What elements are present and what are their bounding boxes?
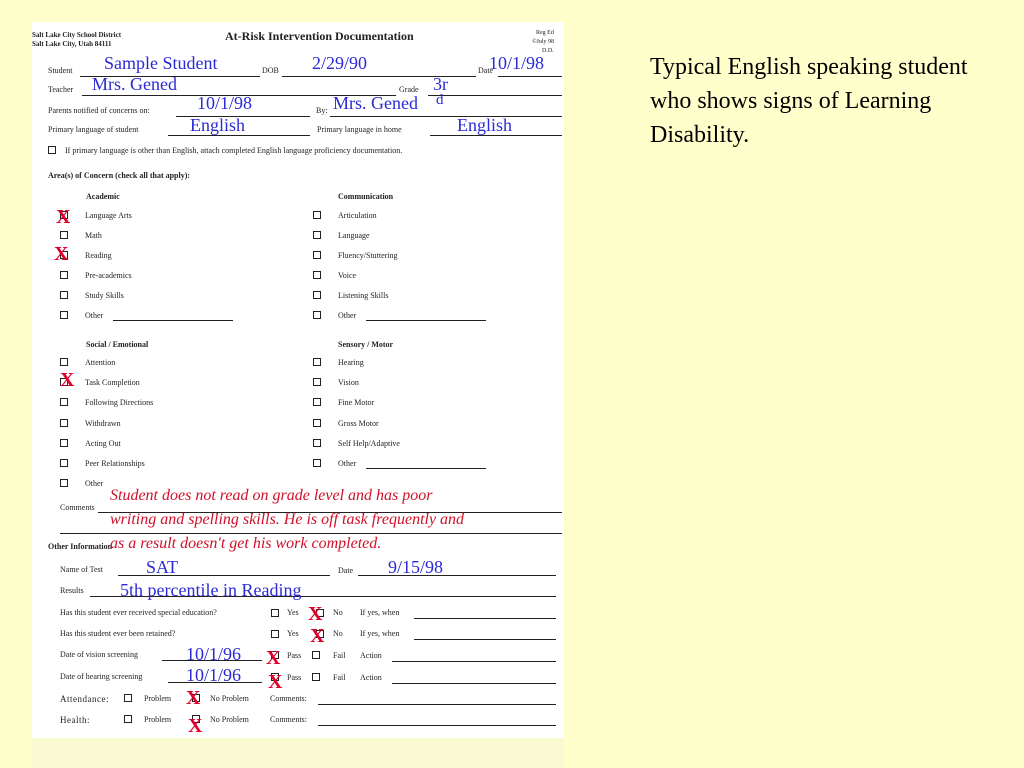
hearing-action-label: Action (360, 673, 382, 682)
retained-yes-checkbox[interactable] (271, 630, 279, 638)
sped-yes-label: Yes (287, 608, 299, 617)
filled-vision-date[interactable]: 10/1/96 (186, 644, 242, 664)
x-hearing-pass: X (268, 671, 283, 693)
hearing-action-line (392, 683, 556, 684)
date-line (498, 76, 562, 77)
form-title: At-Risk Intervention Documentation (225, 29, 414, 43)
academic-checkbox-1[interactable] (60, 231, 68, 239)
retained-if-yes-label: If yes, when (360, 629, 400, 638)
social-checkbox-2[interactable] (60, 398, 68, 406)
academic-checkbox-3[interactable] (60, 271, 68, 279)
health-no-problem-label: No Problem (210, 715, 249, 724)
district-city: Salt Lake City, Utah 84111 (32, 40, 112, 48)
academic-item-4: Study Skills (85, 291, 124, 300)
communication-checkbox-1[interactable] (313, 231, 321, 239)
lang-proficiency-checkbox[interactable] (48, 146, 56, 154)
academic-checkbox-5[interactable] (60, 311, 68, 319)
communication-checkbox-5[interactable] (313, 311, 321, 319)
filled-comment-line-3: as a result doesn't get his work completed. (110, 535, 382, 552)
social-item-3: Withdrawn (85, 418, 121, 428)
form-scan-bottom (32, 738, 564, 768)
academic-item-0: Language Arts (85, 211, 132, 220)
filled-grade-line1[interactable]: 3r (433, 74, 448, 94)
sensory-checkbox-2[interactable] (313, 398, 321, 406)
attendance-problem-checkbox[interactable] (124, 694, 132, 702)
social-checkbox-0[interactable] (60, 358, 68, 366)
academic-checkbox-4[interactable] (60, 291, 68, 299)
district-name: Salt Lake City School District (32, 31, 122, 39)
filled-test-name[interactable]: SAT (146, 557, 179, 577)
test-date-label: Date (338, 566, 354, 575)
sped-no-label: No (333, 608, 343, 617)
filled-parents-date[interactable]: 10/1/98 (197, 93, 253, 113)
sped-yes-checkbox[interactable] (271, 609, 279, 617)
hearing-pass-label: Pass (287, 673, 302, 682)
by-label: By: (316, 106, 328, 115)
sped-when-line (414, 618, 556, 619)
filled-lang-home[interactable]: English (457, 115, 513, 135)
dd-label: D.D. (542, 48, 554, 54)
sped-question: Has this student ever received special education? (60, 608, 217, 617)
lang-student-line (168, 135, 310, 136)
attendance-problem-label: Problem (144, 694, 172, 703)
x-sped-no: X (308, 603, 323, 625)
filled-comment-line-2: writing and spelling skills. He is off task frequently and (110, 511, 465, 528)
filled-dob[interactable]: 2/29/90 (312, 53, 368, 73)
social-checkbox-3[interactable] (60, 419, 68, 427)
filled-comment-line-1: Student does not read on grade level and has poor (110, 487, 433, 504)
social-item-2: Following Directions (85, 398, 154, 408)
sensory-item-2: Fine Motor (338, 398, 375, 408)
health-comments-line (318, 725, 556, 726)
sensory-checkbox-5[interactable] (313, 459, 321, 467)
social-title: Social / Emotional (86, 340, 149, 349)
health-label: Health: (60, 715, 90, 725)
vision-action-line (392, 661, 556, 662)
sensory-checkbox-3[interactable] (313, 419, 321, 427)
reg-ed-label: Reg Ed (536, 30, 554, 36)
sped-if-yes-label: If yes, when (360, 608, 400, 617)
social-item-0: Attention (85, 358, 116, 367)
communication-item-2: Fluency/Stuttering (338, 251, 398, 260)
parents-by-line (330, 116, 562, 117)
communication-checkbox-2[interactable] (313, 251, 321, 259)
communication-item-0: Articulation (338, 211, 377, 220)
sensory-item-5: Other (338, 459, 357, 468)
vision-label: Date of vision screening (60, 650, 138, 659)
health-problem-label: Problem (144, 715, 172, 724)
x-attendance-no-problem: X (186, 687, 201, 709)
vision-fail-label: Fail (333, 651, 346, 660)
retained-when-line (414, 639, 556, 640)
parents-label: Parents notified of concerns on: (48, 106, 150, 115)
filled-results[interactable]: 5th percentile in Reading (120, 580, 302, 600)
communication-checkbox-4[interactable] (313, 291, 321, 299)
lang-home-label: Primary language in home (317, 125, 402, 134)
academic-item-5: Other (85, 311, 104, 320)
sensory-item-3: Gross Motor (338, 418, 379, 428)
hearing-fail-label: Fail (333, 673, 346, 682)
grade-line (428, 95, 562, 96)
health-comments-label: Comments: (270, 715, 307, 724)
social-item-1: Task Completion (85, 378, 140, 388)
dob-label: DOB (262, 66, 279, 75)
filled-test-date[interactable]: 9/15/98 (388, 557, 444, 577)
sensory-title: Sensory / Motor (338, 340, 394, 349)
sensory-checkbox-4[interactable] (313, 439, 321, 447)
test-name-label: Name of Test (60, 565, 103, 574)
lang-home-line (430, 135, 562, 136)
social-checkbox-6[interactable] (60, 479, 68, 487)
attendance-label: Attendance: (60, 694, 109, 704)
academic-item-1: Math (85, 231, 102, 240)
lang-note: If primary language is other than English, attach completed English language proficiency documentation. (65, 146, 403, 155)
student-label: Student (48, 66, 73, 75)
x-health-no-problem: X (188, 715, 203, 737)
academic-title: Academic (86, 192, 120, 201)
attendance-comments-label: Comments: (270, 694, 307, 703)
communication-item-3: Voice (338, 271, 357, 280)
vision-action-label: Action (360, 651, 382, 660)
areas-heading: Area(s) of Concern (check all that apply): (48, 171, 191, 180)
attendance-comments-line (318, 704, 556, 705)
communication-title: Communication (338, 192, 394, 201)
x-vision-pass: X (266, 647, 281, 669)
other-info-heading: Other Information (48, 542, 113, 551)
hearing-label: Date of hearing screening (60, 672, 143, 681)
slide-caption: Typical English speaking student who shows signs of Learning Disability. (650, 54, 968, 148)
academic-other-line (113, 320, 233, 321)
academic-item-2: Reading (85, 251, 112, 260)
retained-question: Has this student ever been retained? (60, 629, 176, 638)
comments-line-2 (60, 533, 562, 534)
retained-no-label: No (333, 629, 343, 638)
health-problem-checkbox[interactable] (124, 715, 132, 723)
date-label: Date (478, 66, 494, 75)
retained-yes-label: Yes (287, 629, 299, 638)
sensory-checkbox-0[interactable] (313, 358, 321, 366)
sensory-item-4: Self Help/Adaptive (338, 438, 400, 448)
comments-label: Comments (60, 503, 95, 512)
social-item-4: Acting Out (85, 438, 121, 448)
x-language-arts: X (56, 206, 71, 228)
lang-student-label: Primary language of student (48, 125, 139, 134)
vision-fail-checkbox[interactable] (312, 651, 320, 659)
sensory-checkbox-1[interactable] (313, 378, 321, 386)
filled-student[interactable]: Sample Student (104, 53, 218, 73)
social-item-6: Other (85, 479, 104, 489)
filled-date[interactable]: 10/1/98 (489, 53, 545, 73)
social-checkbox-5[interactable] (60, 459, 68, 467)
filled-lang-student[interactable]: English (190, 115, 246, 135)
results-label: Results (60, 586, 84, 595)
filled-grade-line2: d (436, 92, 444, 108)
filled-parents-by[interactable]: Mrs. Gened (333, 93, 418, 113)
hearing-fail-checkbox[interactable] (312, 673, 320, 681)
filled-teacher[interactable]: Mrs. Gened (92, 74, 177, 94)
social-item-5: Peer Relationships (85, 459, 145, 468)
communication-item-1: Language (338, 231, 370, 240)
sensory-item-0: Hearing (338, 358, 364, 367)
communication-other-line (366, 320, 486, 321)
communication-checkbox-3[interactable] (313, 271, 321, 279)
communication-checkbox-0[interactable] (313, 211, 321, 219)
communication-item-4: Listening Skills (338, 291, 389, 300)
communication-item-5: Other (338, 311, 357, 320)
sensory-other-line (366, 468, 486, 469)
x-retained-no: X (310, 625, 325, 647)
social-checkbox-4[interactable] (60, 439, 68, 447)
x-task-completion: X (60, 369, 75, 391)
filled-hearing-date[interactable]: 10/1/96 (186, 665, 242, 685)
grade-label: Grade (399, 85, 419, 94)
copyright-label: ©July 98 (532, 39, 555, 45)
x-reading: X (54, 243, 69, 265)
academic-item-3: Pre-academics (85, 271, 132, 280)
teacher-label: Teacher (48, 85, 74, 94)
attendance-no-problem-label: No Problem (210, 694, 249, 703)
vision-pass-label: Pass (287, 651, 302, 660)
sensory-item-1: Vision (338, 378, 359, 388)
